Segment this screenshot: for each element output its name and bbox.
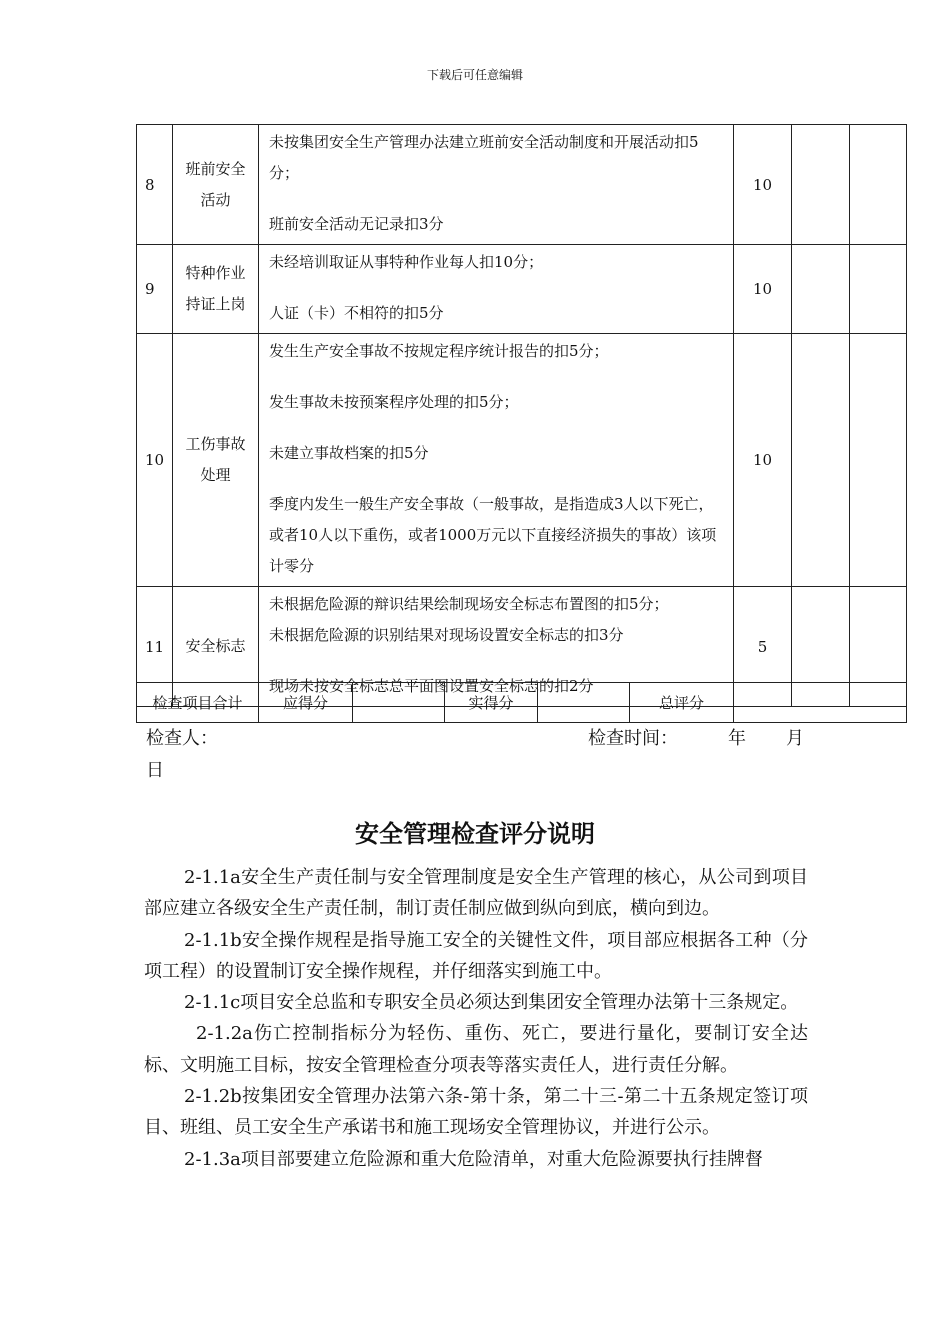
year-label: 年 [728,728,746,749]
row-number: 11 [137,587,173,707]
row-blank [792,245,850,334]
due-score-value [353,683,445,723]
total-label: 检查项目合计 [137,683,259,723]
inspection-time-label: 检查时间： [588,728,678,749]
summary-table [136,682,907,723]
row-number: 9 [137,245,173,334]
row-blank [850,125,907,245]
section-title: 安全管理检查评分说明 [355,819,595,848]
actual-score-value [538,683,630,723]
inspection-table [136,124,907,707]
row-blank [850,334,907,587]
paragraph: 2-1.2b按集团安全管理办法第六条-第十条，第二十三-第二十五条规定签订项目、班组、员工安全生产承诺书和施工现场安全管理协议，并进行公示。 [144,1086,808,1139]
section-body [144,862,808,1175]
row-name: 特种作业 持证上岗 [173,245,259,334]
due-score-label: 应得分 [259,683,353,723]
paragraph: 2-1.1b安全操作规程是指导施工安全的关键性文件，项目部应根据各工种（分项工程）的设置制订安全操作规程，并仔细落实到施工中。 [144,929,808,982]
row-score: 10 [734,245,792,334]
row-deductions: 未按集团安全生产管理办法建立班前安全活动制度和开展活动扣5分； 班前安全活动无记录扣3分 [259,125,734,245]
row-deductions: 未经培训取证从事特种作业每人扣10分； 人证（卡）不相符的扣5分 [259,245,734,334]
paragraph: 2-1.1c项目安全总监和专职安全员必须达到集团安全管理办法第十三条规定。 [184,992,799,1014]
row-name: 班前安全 活动 [173,125,259,245]
month-label: 月 [786,728,804,749]
row-score: 10 [734,125,792,245]
row-score: 5 [734,587,792,707]
row-blank [792,125,850,245]
paragraph: 2-1.3a项目部要建立危险源和重大危险清单，对重大危险源要执行挂牌督 [184,1148,763,1170]
table-row [137,245,907,334]
row-blank [850,245,907,334]
overall-score-value [734,683,907,723]
paragraph: 2-1.2a伤亡控制指标分为轻伤、重伤、死亡，要进行量化，要制订安全达标、文明施工目标，按安全管理检查分项表等落实责任人，进行责任分解。 [144,1023,808,1076]
row-number: 10 [137,334,173,587]
summary-row [137,683,907,723]
row-number: 8 [137,125,173,245]
table-row [137,125,907,245]
row-blank [792,334,850,587]
actual-score-label: 实得分 [445,683,538,723]
day-label: 日 [146,760,164,781]
row-name: 安全标志 [173,587,259,707]
row-name: 工伤事故 处理 [173,334,259,587]
row-deductions: 未根据危险源的辩识结果绘制现场安全标志布置图的扣5分； 未根据危险源的识别结果对现场设置安全标志的扣3分 现场未按安全标志总平面图设置安全标志的扣2分 [259,587,734,707]
row-deductions: 发生生产安全事故不按规定程序统计报告的扣5分； 发生事故未按预案程序处理的扣5分； 未建立事故档案的扣5分 季度内发生一般生产安全事故（一般事故，是指造成3人以下死亡，或者10人以下重伤，或者1000万元以下直接经济损失的事故）该项计零分 [259,334,734,587]
table-row [137,334,907,587]
overall-score-label: 总评分 [630,683,734,723]
paragraph: 2-1.1a安全生产责任制与安全管理制度是安全生产管理的核心，从公司到项目部应建立各级安全生产责任制，制订责任制应做到纵向到底，横向到边。 [144,867,808,920]
page-header-note: 下载后可任意编辑 [426,68,523,82]
inspector-label: 检查人： [146,728,218,749]
row-score: 10 [734,334,792,587]
